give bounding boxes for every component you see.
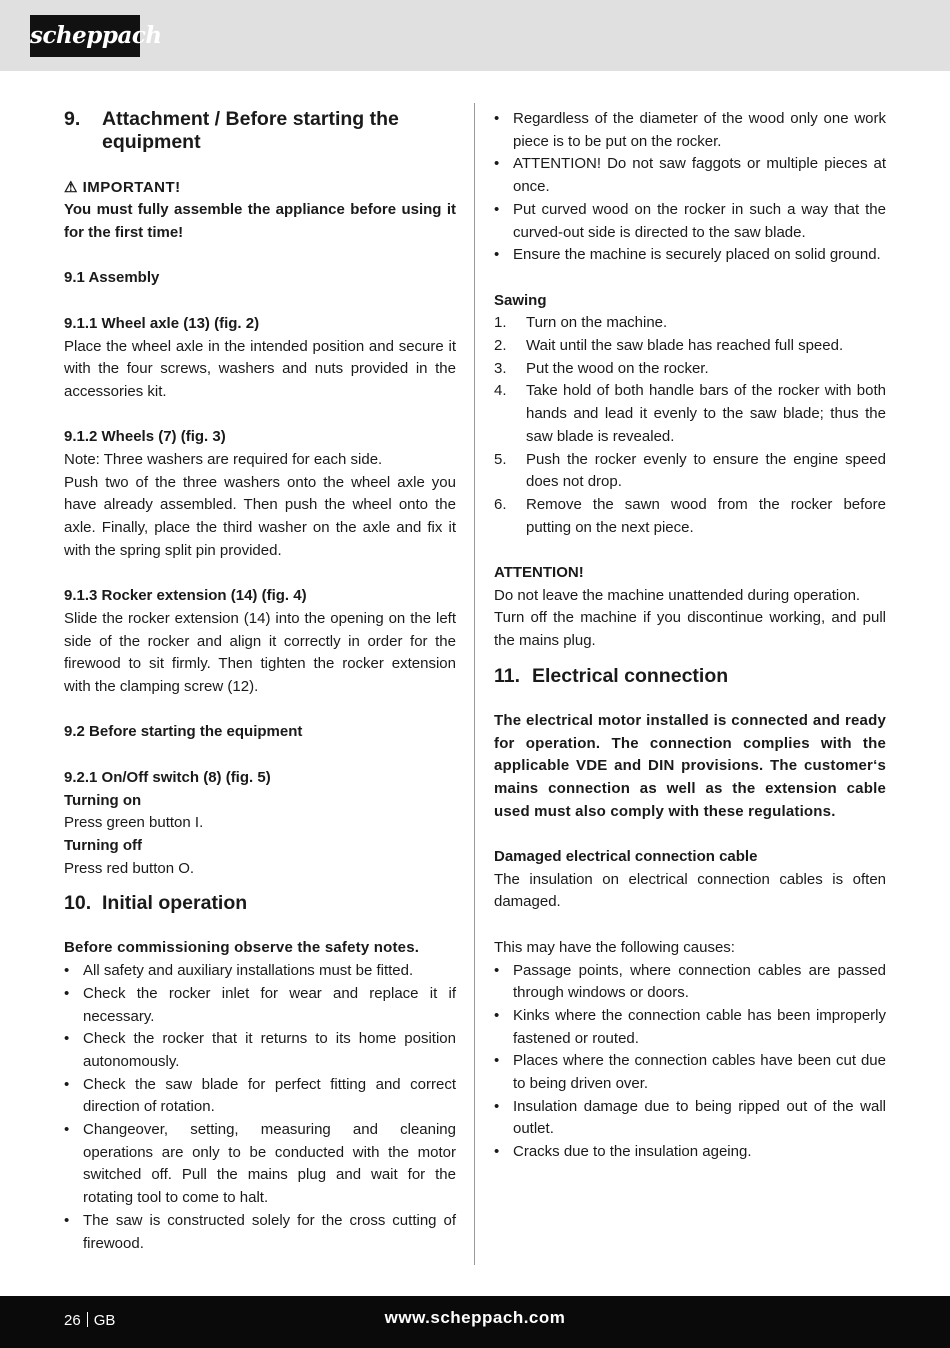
list-item: • Put curved wood on the rocker in such a way that the curved-out side is directed to the saw blade. — [494, 199, 886, 244]
list-item: • Passage points, where connection cables are passed through windows or doors. — [494, 960, 886, 1005]
section-11-title: Electrical connection — [532, 664, 729, 687]
language-code: GB — [93, 1312, 116, 1329]
wheels-heading: 9.1.2 Wheels (7) (fig. 3) — [64, 428, 226, 446]
causes-intro: This may have the following causes: — [494, 938, 735, 956]
page-header — [0, 0, 950, 71]
right-column — [494, 108, 886, 1164]
section-10-title: Initial operation — [102, 892, 248, 915]
list-item: 5. Push the rocker evenly to ensure the engine speed does not drop. — [494, 450, 886, 491]
page-footer — [0, 1296, 950, 1348]
list-item: • ATTENTION! Do not saw faggots or multiple pieces at once. — [494, 153, 886, 198]
column-divider — [474, 103, 475, 1265]
sawing-steps — [494, 312, 886, 539]
list-item: • Insulation damage due to being ripped out of the wall outlet. — [494, 1096, 886, 1141]
turning-on-text: Press green button I. — [64, 814, 204, 832]
list-item: 6. Remove the sawn wood from the rocker before putting on the next piece. — [494, 495, 886, 536]
list-item: • Check the rocker that it returns to its home position autonomously. — [64, 1028, 456, 1073]
turning-off-text: Press red button O. — [64, 859, 195, 877]
list-item: • Check the saw blade for perfect fitting and correct direction of rotation. — [64, 1074, 456, 1119]
attention-text: Do not leave the machine unattended during operation. — [494, 586, 861, 604]
list-item: • Changeover, setting, measuring and cleaning operations are only to be conducted with the motor switched off. Pull the mains plug and wait for the rotating tool to come to halt. — [64, 1119, 456, 1210]
scheppach-logo: scheppach — [30, 15, 140, 57]
list-item: • The saw is constructed solely for the cross cutting of firewood. — [64, 1210, 456, 1255]
website-link[interactable]: www.scheppach.com — [384, 1308, 566, 1327]
list-item: • Places where the connection cables have been cut due to being driven over. — [494, 1050, 886, 1095]
wheel-axle-heading: 9.1.1 Wheel axle (13) (fig. 2) — [64, 314, 260, 332]
list-item: 1. Turn on the machine. — [494, 314, 668, 332]
attention-text-2: Turn off the machine if you discontinue working, and pull the mains plug. — [494, 609, 886, 650]
damaged-cable-text: The insulation on electrical connection cables is often damaged. — [494, 870, 886, 911]
list-item: 2. Wait until the saw blade has reached full speed. — [494, 337, 844, 355]
assembly-heading: 9.1 Assembly — [64, 269, 160, 287]
list-item: • Cracks due to the insulation ageing. — [494, 1141, 886, 1164]
list-item: • Regardless of the diameter of the wood only one work piece is to be put on the rocker. — [494, 108, 886, 153]
commission-heading: Before commissioning observe the safety notes. — [64, 939, 420, 957]
left-column — [64, 108, 456, 1255]
causes-list — [494, 960, 886, 1164]
on-off-switch-heading: 9.2.1 On/Off switch (8) (fig. 5) — [64, 768, 271, 786]
rocker-extension-text: Slide the rocker extension (14) into the opening on the left side of the rocker and align it correctly in order for the firewood to sit firmly. Then tighten the rocker extension with the clamping screw (12). — [64, 609, 456, 696]
turning-on-label: Turning on — [64, 791, 142, 809]
list-item: • All safety and auxiliary installations must be fitted. — [64, 960, 456, 983]
important-text: You must fully assemble the appliance before using it for the first time! — [64, 201, 456, 242]
list-item: • Check the rocker inlet for wear and replace it if necessary. — [64, 983, 456, 1028]
list-item: • Ensure the machine is securely placed on solid ground. — [494, 244, 886, 267]
turning-off-label: Turning off — [64, 836, 143, 854]
section-9-heading: 9. Attachment / Before starting the equipment — [64, 108, 456, 154]
before-starting-heading: 9.2 Before starting the equipment — [64, 723, 303, 741]
important-label: ⚠ IMPORTANT! — [64, 178, 181, 196]
section-9-title: Attachment / Before starting the equipment — [102, 108, 399, 153]
attention-heading: ATTENTION! — [494, 564, 584, 582]
section-11-heading: 11. Electrical connection — [494, 664, 729, 687]
electrical-notice: The electrical motor installed is connected and ready for operation. The connection complies with the applicable VDE and DIN provisions. The customer‘s mains connection as well as the extension cable used must also comply with these regulations. — [494, 711, 886, 820]
rocker-extension-heading: 9.1.3 Rocker extension (14) (fig. 4) — [64, 587, 307, 605]
list-item: 3. Put the wood on the rocker. — [494, 359, 709, 377]
sawing-heading: Sawing — [494, 291, 547, 309]
wheels-note: Note: Three washers are required for each side. — [64, 451, 383, 469]
wheels-text: Push two of the three washers onto the wheel axle you have already assembled. Then push the wheel onto the axle. Finally, place the third washer on the axle and fix it with the spring split pin provided. — [64, 473, 456, 559]
page-number: 26 GB — [64, 1312, 116, 1329]
list-item: • Kinks where the connection cable has been improperly fastened or routed. — [494, 1005, 886, 1050]
intro-list — [494, 108, 886, 267]
wheel-axle-text: Place the wheel axle in the intended position and secure it with the four screws, washers and nuts provided in the accessories kit. — [64, 337, 456, 400]
list-item: 4. Take hold of both handle bars of the rocker with both hands and lead it evenly to the saw blade; thus the saw blade is revealed. — [494, 382, 886, 445]
section-10-heading: 10. Initial operation — [64, 892, 248, 915]
commission-list — [64, 960, 456, 1255]
damaged-cable-heading: Damaged electrical connection cable — [494, 848, 758, 866]
